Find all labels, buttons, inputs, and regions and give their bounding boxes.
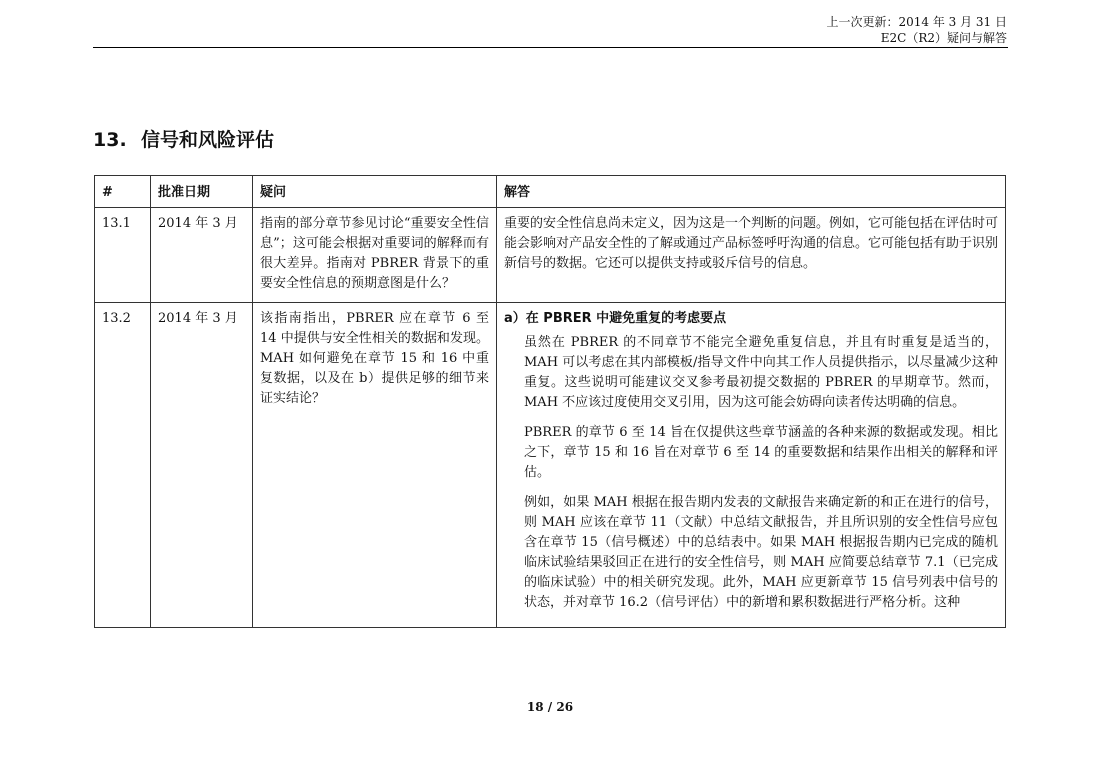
row-date: 2014 年 3 月	[151, 208, 253, 303]
col-header-number: #	[95, 176, 151, 208]
answer-paragraph: PBRER 的章节 6 至 14 旨在仅提供这些章节涵盖的各种来源的数据或发现。相比之下，章节 15 和 16 旨在对章节 6 至 14 的重要数据和结果作出相关的解释和评估。	[524, 425, 998, 480]
row-id: 13.1	[95, 208, 151, 303]
row-id: 13.2	[95, 303, 151, 628]
answer-paragraph: 例如，如果 MAH 根据在报告期内发表的文献报告来确定新的和正在进行的信号，则 MAH 应该在章节 11（文献）中总结文献报告，并且所识别的安全性信号应包含在章节 15（信号概述）中的总结表中。如果 MAH 根据报告期内已完成的随机临床试验结果驳回正在进行的安全性信号，则 MAH 应简要总结章节 7.1（已完成的临床试验）中的相关研究发现。此外，MAH 应更新章节 15 信号列表中信号的状态，并对章节 16.2（信号评估）中的新增和累积数据进行严格分析。这种	[524, 495, 998, 610]
qa-table	[94, 175, 1006, 628]
col-header-answer: 解答	[497, 176, 1006, 208]
section-title: 信号和风险评估	[141, 129, 275, 151]
section-number: 13.	[93, 129, 127, 151]
table-row	[95, 208, 1006, 303]
row-answer: 重要的安全性信息尚未定义，因为这是一个判断的问题。例如，它可能包括在评估时可能会影响对产品安全性的了解或通过产品标签呼吁沟通的信息。它可能包括有助于识别新信号的数据。它还可以提供支持或驳斥信号的信息。	[497, 208, 1006, 303]
page-header	[826, 14, 1007, 46]
answer-paragraph: 虽然在 PBRER 的不同章节不能完全避免重复信息，并且有时重复是适当的，MAH 可以考虑在其内部模板/指导文件中向其工作人员提供指示，以尽量减少这种重复。这些说明可能建议交叉参考最初提交数据的 PBRER 的早期章节。然而，MAH 不应该过度使用交叉引用，因为这可能会妨碍向读者传达明确的信息。	[524, 335, 998, 410]
col-header-question: 疑问	[253, 176, 497, 208]
table-row	[95, 303, 1006, 628]
page-number: 18 / 26	[526, 700, 574, 714]
row-date: 2014 年 3 月	[151, 303, 253, 628]
table-header-row	[95, 176, 1006, 208]
last-updated-text: 上一次更新：2014 年 3 月 31 日	[826, 15, 1007, 29]
answer-content	[504, 309, 998, 619]
answer-subheading: a）在 PBRER 中避免重复的考虑要点	[504, 311, 727, 326]
row-answer	[497, 303, 1006, 628]
col-header-date: 批准日期	[151, 176, 253, 208]
header-divider	[93, 47, 1008, 48]
document-title: E2C（R2）疑问与解答	[880, 31, 1007, 45]
section-heading	[93, 125, 274, 152]
row-question: 该指南指出，PBRER 应在章节 6 至 14 中提供与安全性相关的数据和发现。MAH 如何避免在章节 15 和 16 中重复数据，以及在 b）提供足够的细节来证实结论？	[253, 303, 497, 628]
row-question: 指南的部分章节参见讨论“重要安全性信息”；这可能会根据对重要词的解释而有很大差异。指南对 PBRER 背景下的重要安全性信息的预期意图是什么？	[253, 208, 497, 303]
